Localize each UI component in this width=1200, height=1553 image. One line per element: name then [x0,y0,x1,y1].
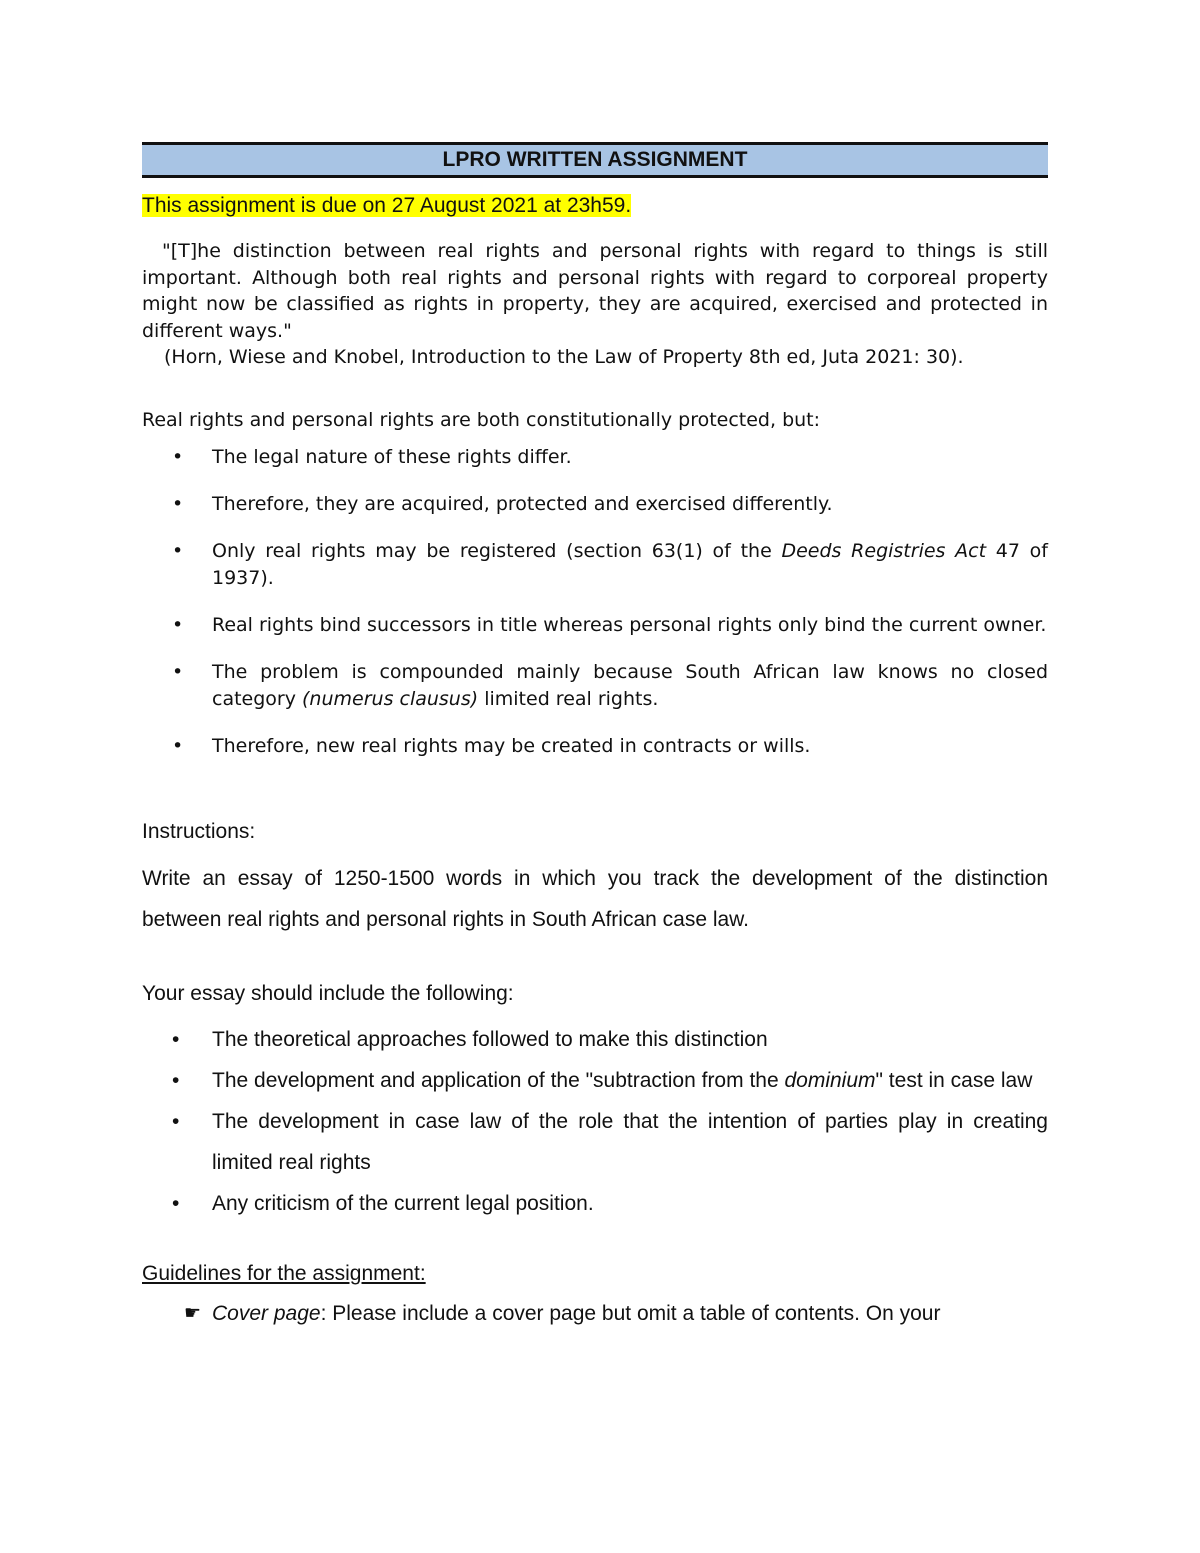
list-item: • The legal nature of these rights differ. [142,444,1048,471]
due-notice [142,194,1048,218]
list-item: • Therefore, new real rights may be created in contracts or wills. [142,733,1048,760]
quote-text: "[T]he distinction between real rights and personal rights with regard to things is still important. Although both real rights and personal rights with regard to corporeal property might now be classified as rights in property, they are acquired, exercised and protected in different ways." [142,240,1048,342]
guideline-text: : Please include a cover page but omit a table of contents. On your [320,1302,941,1325]
title-text: LPRO WRITTEN ASSIGNMENT [442,148,748,171]
act-name: Deeds Registries Act [781,540,987,562]
due-notice-highlight: This assignment is due on 27 August 2021 at 23h59. [142,194,632,217]
essay-requirements-label: Your essay should include the following: [142,982,514,1005]
guidelines-label: Guidelines for the assignment: [142,1262,426,1285]
latin-term: (numerus clausus) [302,688,479,710]
list-item: • Only real rights may be registered (section 63(1) of the Deeds Registries Act 47 of 1937). [142,538,1048,592]
citation: (Horn, Wiese and Knobel, Introduction to the Law of Property 8th ed, Juta 2021: 30). [164,346,964,368]
document-page [142,142,1048,1327]
list-item: • Real rights bind successors in title whereas personal rights only bind the current owner. [142,612,1048,639]
guideline-title: Cover page [212,1302,321,1325]
assignment-title [142,142,1048,178]
instructions-label: Instructions: [142,820,256,843]
instructions-text: Write an essay of 1250-1500 words in which you track the development of the distinction between real rights and personal rights in South African case law. [142,867,1048,931]
intro-text: Real rights and personal rights are both constitutionally protected, but: [142,409,821,431]
rights-points-list [142,444,1048,760]
list-item: • Therefore, they are acquired, protected and exercised differently. [142,491,1048,518]
quote-paragraph [142,238,1048,344]
latin-term: dominium [784,1069,876,1092]
list-item: • The development and application of the "subtraction from the dominium" test in case law [142,1060,1048,1101]
list-item: • Any criticism of the current legal position. [142,1183,1048,1224]
guideline-item [142,1300,1048,1327]
essay-requirements-list [142,1019,1048,1224]
list-item: • The theoretical approaches followed to make this distinction [142,1019,1048,1060]
pointing-hand-icon: ☛ [184,1303,202,1324]
list-item: • The problem is compounded mainly because South African law knows no closed category (numerus clausus) limited real rights. [142,659,1048,713]
list-item: • The development in case law of the role that the intention of parties play in creating limited real rights [142,1101,1048,1183]
